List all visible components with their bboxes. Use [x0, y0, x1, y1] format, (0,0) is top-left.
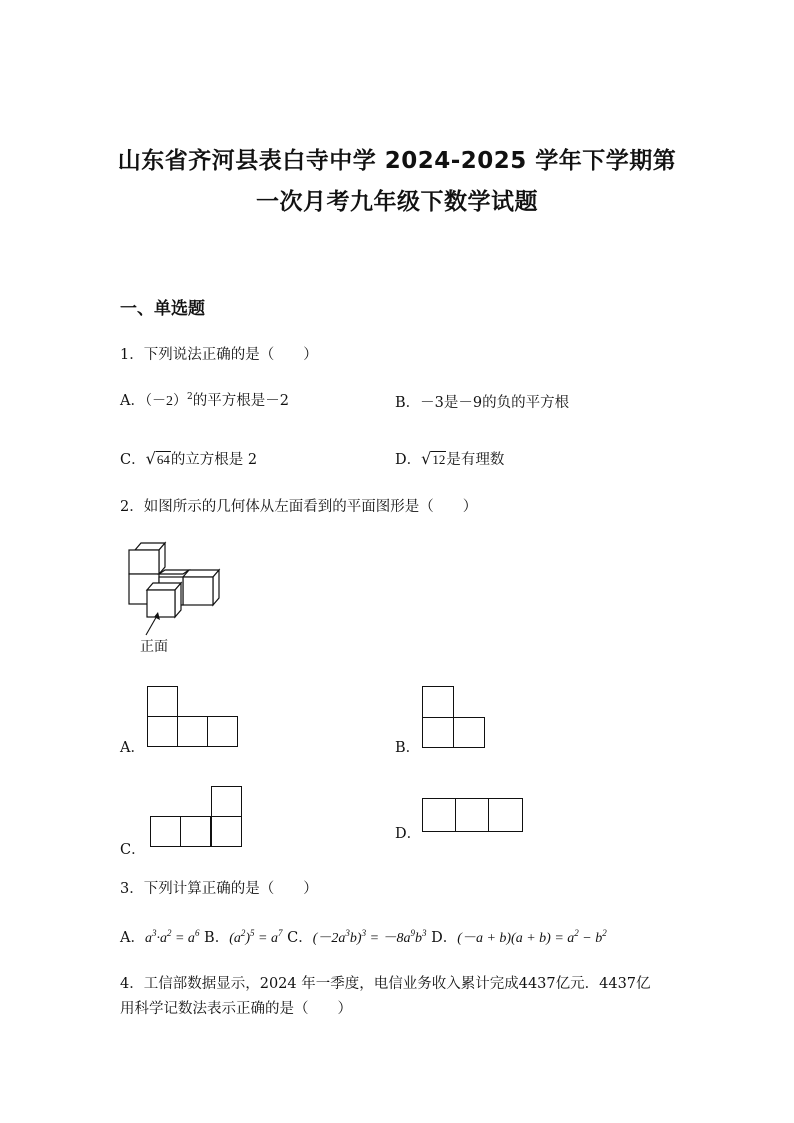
option-label: B． — [395, 395, 421, 411]
option-text: 的平方根是－2 — [192, 393, 289, 409]
cube-solid-figure — [125, 540, 225, 620]
square — [147, 686, 178, 717]
math-expression-d: $(-a + b)(a + b) = a^2 - b^2$ — [457, 928, 607, 946]
q1-option-d — [395, 448, 504, 469]
square — [488, 798, 523, 832]
option-label: D． — [431, 930, 458, 946]
question-1-stem: 1．下列说法正确的是（ ） — [120, 347, 318, 363]
q3-options-row — [120, 926, 607, 947]
square — [207, 716, 238, 747]
q1-option-b — [395, 391, 569, 412]
document-title-line2: 一次月考九年级下数学试题 — [256, 189, 538, 215]
question-4-line2: 用科学记数法表示正确的是（ ） — [120, 1001, 352, 1017]
q2-option-a-label: A． — [120, 740, 145, 756]
square — [150, 816, 181, 847]
math-expression-c: $(-2a^3b)^3 = -8a^9b^3$ — [312, 928, 427, 946]
square — [455, 798, 489, 832]
square — [453, 717, 485, 748]
math-expression-b: $(a^2)^5 = a^7$ — [229, 928, 283, 946]
square — [177, 716, 208, 747]
radicand: 64 — [156, 452, 170, 467]
radical-sign: √ — [421, 449, 432, 468]
square — [211, 786, 242, 817]
q2-option-c-label: C． — [120, 842, 146, 858]
option-label: C． — [120, 452, 146, 468]
radical-sign: √ — [145, 449, 156, 468]
math-expression: （－2） — [144, 394, 187, 409]
front-view-label: 正面 — [140, 639, 168, 655]
question-4-line1: 4．工信部数据显示，2024 年一季度，电信业务收入累计完成4437亿元．4437亿 — [120, 976, 651, 992]
radicand: 12 — [432, 452, 446, 467]
option-text: 是有理数 — [446, 452, 505, 468]
q1-option-a — [120, 389, 289, 410]
question-3-stem: 3．下列计算正确的是（ ） — [120, 881, 318, 897]
option-label: C． — [287, 930, 313, 946]
square — [147, 716, 178, 747]
option-label: B． — [204, 930, 230, 946]
square — [422, 717, 454, 748]
square — [180, 816, 211, 847]
square — [422, 686, 454, 718]
question-2-stem: 2．如图所示的几何体从左面看到的平面图形是（ ） — [120, 499, 478, 515]
option-label: D． — [395, 452, 422, 468]
square — [211, 816, 242, 847]
option-label: A． — [120, 930, 145, 946]
q2-option-b-label: B． — [395, 740, 421, 756]
q2-option-d-label: D． — [395, 826, 422, 842]
square — [422, 798, 456, 832]
section-heading-single-choice: 一、单选题 — [120, 299, 205, 319]
option-text: 的立方根是 2 — [170, 452, 258, 468]
q1-option-c — [120, 448, 257, 469]
option-text: －3是－9的负的平方根 — [420, 395, 570, 411]
math-expression-a: $a^3\cdot a^2 = a^6$ — [144, 928, 200, 946]
exponent: 2 — [186, 392, 193, 402]
document-title-line1: 山东省齐河县表白寺中学 2024-2025 学年下学期第 — [117, 148, 677, 174]
option-label: A． — [120, 393, 145, 409]
